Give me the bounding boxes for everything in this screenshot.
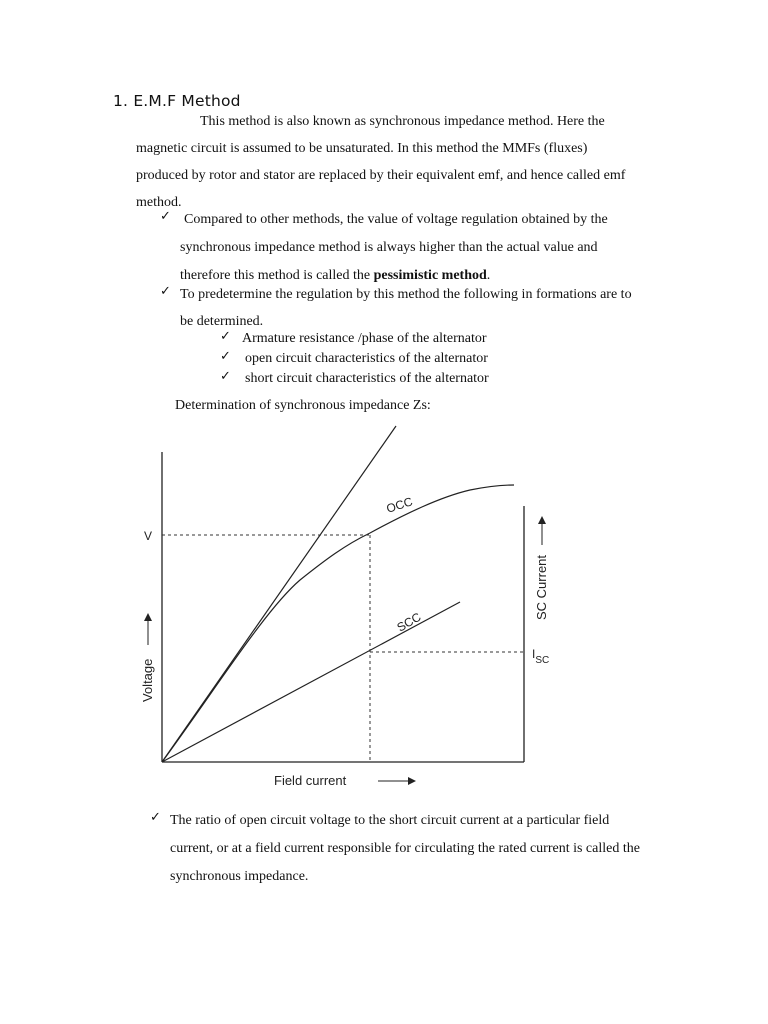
checkmark-icon: ✓: [220, 369, 231, 384]
occ-label: OCC: [384, 494, 415, 516]
air-gap-line: [162, 426, 396, 762]
isc-label: [532, 647, 549, 666]
checkmark-icon: ✓: [150, 810, 161, 825]
paragraph-line: magnetic circuit is assumed to be unsaturated. In this method the MMFs (fluxes): [136, 141, 588, 156]
scc-label: SCC: [394, 609, 424, 635]
x-axis-label: Field current: [274, 773, 347, 788]
section-heading: 1. E.M.F Method: [113, 92, 241, 110]
bullet-text-prefix: therefore this method is called the: [180, 268, 374, 283]
diagram-title: Determination of synchronous impedance Zs:: [175, 398, 431, 413]
y-axis-label: Voltage: [140, 658, 155, 702]
sub-bullet-text: open circuit characteristics of the alternator: [245, 351, 488, 366]
sub-bullet-text: short circuit characteristics of the alternator: [245, 371, 489, 386]
x-arrow-head: [408, 777, 416, 785]
sub-bullet-text: Armature resistance /phase of the alternator: [242, 331, 487, 346]
isc-subscript: SC: [535, 655, 550, 666]
v-label: V: [144, 529, 153, 543]
bold-term: pessimistic method: [373, 268, 487, 283]
bullet-text: current, or at a field current responsible for circulating the rated current is called the: [170, 841, 640, 856]
right-arrow-head: [538, 516, 546, 524]
checkmark-icon: ✓: [220, 349, 231, 364]
y-arrow-head: [144, 613, 152, 621]
bullet-text: To predetermine the regulation by this method the following in formations are to: [180, 287, 632, 302]
paragraph-line: produced by rotor and stator are replaced by their equivalent emf, and hence called emf: [136, 168, 626, 183]
paragraph-line: method.: [136, 195, 182, 210]
checkmark-icon: ✓: [220, 329, 231, 344]
right-axis-label: SC Current: [534, 554, 549, 620]
isc-main: I: [532, 647, 536, 661]
bullet-text: synchronous impedance method is always higher than the actual value and: [180, 240, 598, 255]
occ-curve: [162, 485, 514, 762]
bullet-text: The ratio of open circuit voltage to the short circuit current at a particular field: [170, 813, 610, 828]
checkmark-icon: ✓: [160, 209, 171, 224]
bullet-text-suffix: .: [486, 268, 491, 283]
bullet-text: synchronous impedance.: [170, 869, 309, 884]
checkmark-icon: ✓: [160, 284, 171, 299]
bullet-text: Compared to other methods, the value of voltage regulation obtained by the: [184, 212, 608, 227]
bullet-text: be determined.: [180, 314, 264, 329]
paragraph-line: This method is also known as synchronous impedance method. Here the: [200, 114, 605, 129]
